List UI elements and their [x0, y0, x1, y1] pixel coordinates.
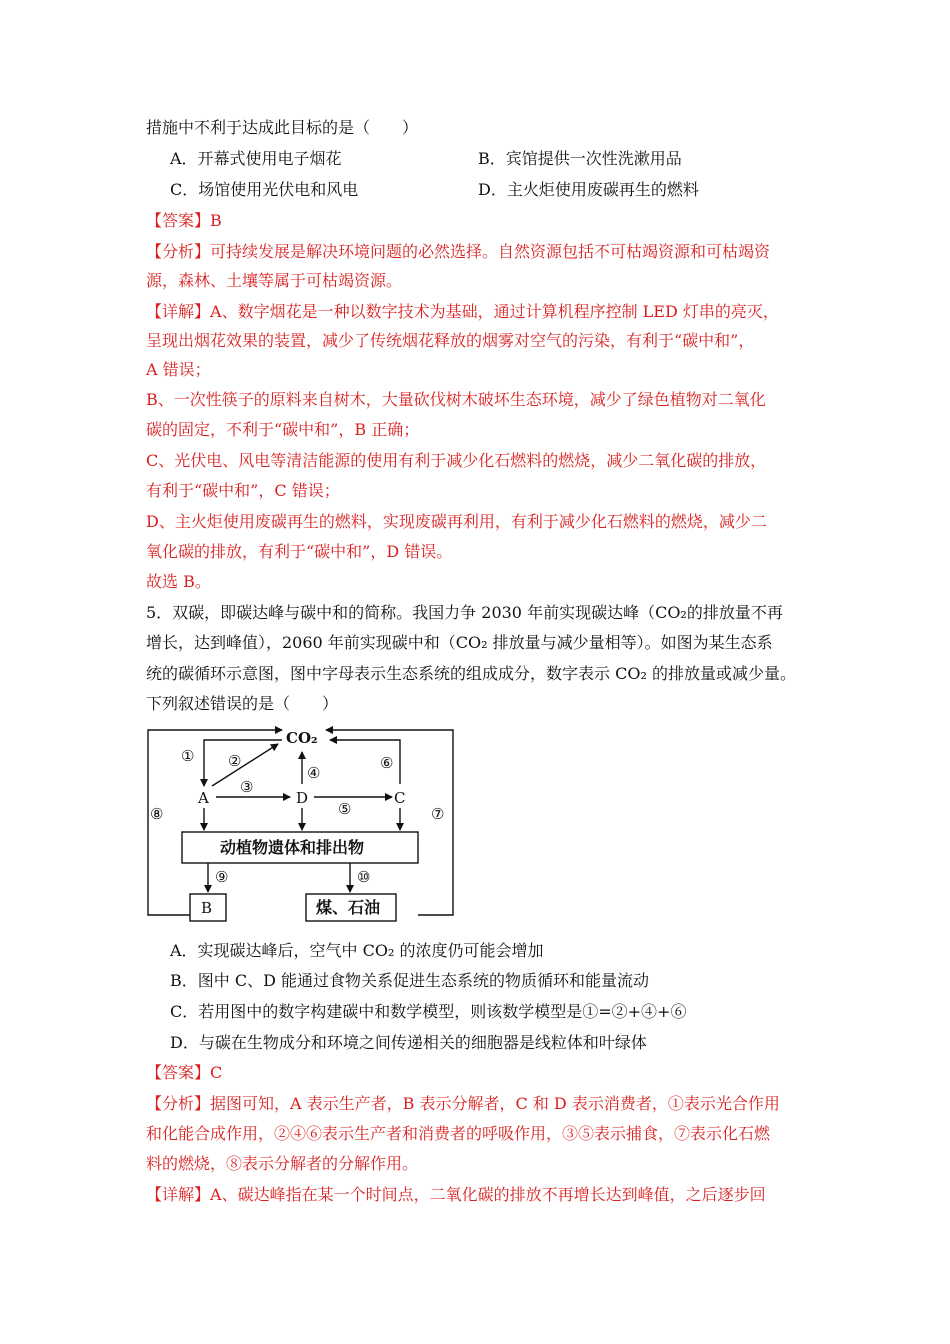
num-5: ⑤	[338, 800, 352, 818]
q5-stem-line: 下列叙述错误的是（ ）	[146, 694, 339, 713]
q4-option-a: A．开幕式使用电子烟花	[170, 149, 342, 168]
num-10: ⑩	[357, 868, 371, 886]
node-b: B	[201, 899, 213, 917]
co2-label: CO₂	[286, 729, 318, 747]
remains-label: 动植物遗体和排出物	[220, 838, 365, 857]
num-3: ③	[240, 778, 254, 796]
detail-tag: 【详解】	[146, 302, 211, 321]
q5-option-d: D．与碳在生物成分和环境之间传递相关的细胞器是线粒体和叶绿体	[170, 1033, 647, 1052]
num-8: ⑧	[150, 805, 164, 823]
node-c: C	[394, 789, 406, 807]
fossil-label: 煤、石油	[316, 898, 381, 917]
q5-stem-line: 5．双碳，即碳达峰与碳中和的简称。我国力争 2030 年前实现碳达峰（CO₂的排放量不再	[146, 603, 783, 622]
q4-detail-line: A 错误；	[146, 360, 211, 379]
q4-detail-line: B、一次性筷子的原料来自树木，大量砍伐树木破坏生态环境，减少了绿色植物对二氧化	[146, 390, 766, 409]
q4-option-c: C．场馆使用光伏电和风电	[170, 180, 359, 199]
q5-stem-line: 统的碳循环示意图，图中字母表示生态系统的组成成分，数字表示 CO₂ 的排放量或减少量。	[146, 664, 796, 683]
q5-answer	[146, 1062, 222, 1084]
analysis-tag: 【分析】	[146, 242, 211, 261]
q4-option-d: D．主火炬使用废碳再生的燃料	[478, 180, 699, 199]
num-6: ⑥	[380, 754, 394, 772]
answer-value: B	[210, 211, 222, 230]
num-1: ①	[181, 747, 195, 765]
q5-option-c: C．若用图中的数字构建碳中和数学模型，则该数学模型是①=②+④+⑥	[170, 1002, 687, 1021]
q4-detail-line: 氧化碳的排放，有利于“碳中和”，D 错误。	[146, 542, 453, 561]
q5-option-a: A．实现碳达峰后，空气中 CO₂ 的浓度仍可能会增加	[170, 941, 544, 960]
q4-detail-line: D、主火炬使用废碳再生的燃料，实现废碳再利用，有利于减少化石燃料的燃烧，减少二	[146, 512, 767, 531]
q4-detail-line: 有利于“碳中和”，C 错误；	[146, 481, 340, 500]
q4-stem: 措施中不利于达成此目标的是（ ）	[146, 118, 419, 137]
q5-analysis-line	[146, 1093, 780, 1115]
q4-analysis-line	[146, 241, 770, 263]
analysis-text: 可持续发展是解决环境问题的必然选择。自然资源包括不可枯竭资源和可枯竭资	[210, 242, 771, 261]
q4-option-b: B．宾馆提供一次性洗漱用品	[478, 149, 682, 168]
q5-stem-line: 增长，达到峰值），2060 年前实现碳中和（CO₂ 排放量与减少量相等）。如图为某生态系	[146, 633, 773, 652]
detail-text: A、碳达峰指在某一个时间点，二氧化碳的排放不再增长达到峰值，之后逐步回	[210, 1185, 766, 1204]
answer-tag: 【答案】	[146, 1063, 211, 1082]
q4-detail-line: 呈现出烟花效果的装置，减少了传统烟花释放的烟雾对空气的污染，有利于“碳中和”，	[146, 331, 755, 350]
analysis-tag: 【分析】	[146, 1094, 211, 1113]
q5-detail-line	[146, 1184, 766, 1206]
q5-analysis-line: 料的燃烧，⑧表示分解者的分解作用。	[146, 1154, 419, 1173]
node-d: D	[296, 789, 309, 807]
q4-detail-line: 故选 B。	[146, 572, 211, 591]
analysis-text: 据图可知，A 表示生产者，B 表示分解者，C 和 D 表示消费者，①表示光合作用	[210, 1094, 780, 1113]
answer-value: C	[210, 1063, 223, 1082]
q4-answer	[146, 210, 222, 232]
num-4: ④	[307, 764, 321, 782]
q4-detail-line	[146, 301, 779, 323]
num-9: ⑨	[215, 868, 229, 886]
num-7: ⑦	[431, 805, 445, 823]
num-2: ②	[228, 752, 242, 770]
q5-option-b: B．图中 C、D 能通过食物关系促进生态系统的物质循环和能量流动	[170, 971, 650, 990]
node-a: A	[198, 789, 209, 807]
carbon-cycle-diagram	[140, 722, 460, 927]
q4-detail-line: C、光伏电、风电等清洁能源的使用有利于减少化石燃料的燃烧，减少二氧化碳的排放，	[146, 451, 767, 470]
q4-analysis-line: 源，森林、土壤等属于可枯竭资源。	[146, 271, 403, 290]
detail-text: A、数字烟花是一种以数字技术为基础，通过计算机程序控制 LED 灯串的亮灭，	[210, 302, 779, 321]
answer-tag: 【答案】	[146, 211, 211, 230]
q4-detail-line: 碳的固定，不利于“碳中和”，B 正确；	[146, 420, 420, 439]
q5-analysis-line: 和化能合成作用，②④⑥表示生产者和消费者的呼吸作用，③⑤表示捕食，⑦表示化石燃	[146, 1124, 771, 1143]
detail-tag: 【详解】	[146, 1185, 211, 1204]
